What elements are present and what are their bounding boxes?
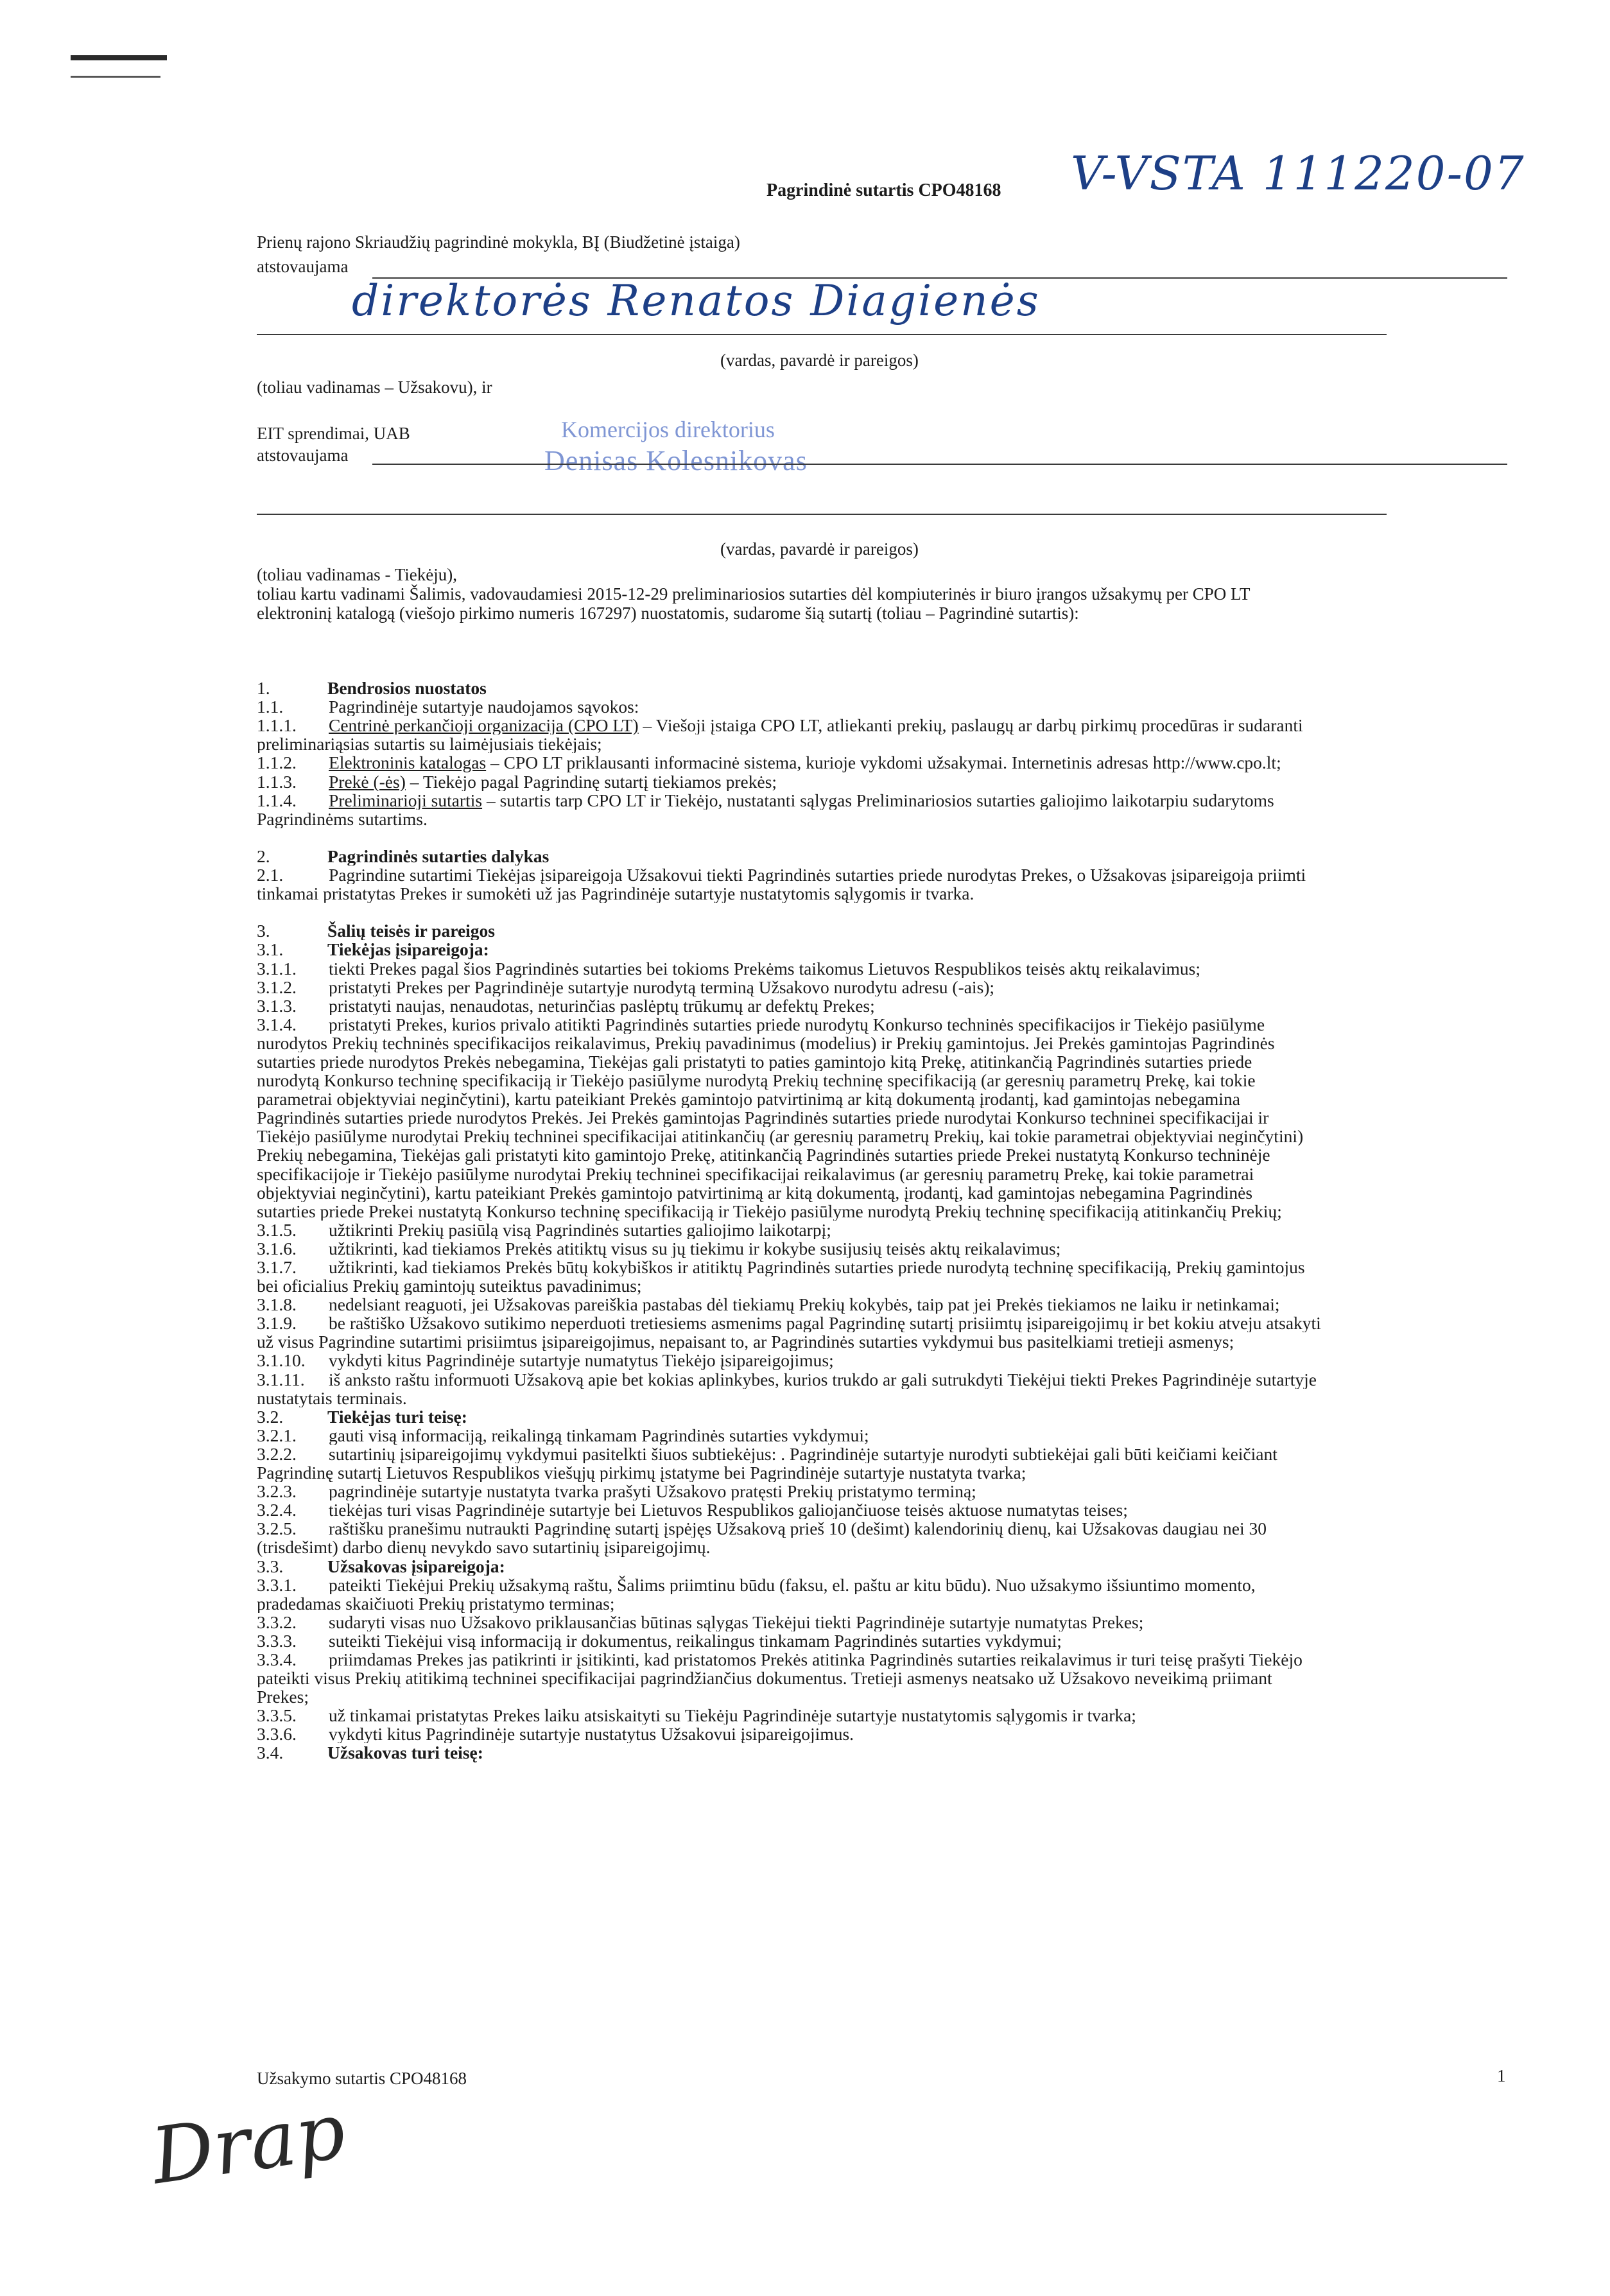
- clause-text: Pagrindinės sutarties dalykas: [327, 846, 550, 866]
- footer-label: Užsakymo sutartis CPO48168: [257, 2069, 467, 2088]
- supplier-name-caption: (vardas, pavardė ir pareigos): [720, 539, 919, 559]
- clause-text: sutartinių įsipareigojimų vykdymui pasitelkti šiuos subtiekėjus: . Pagrindinėje sutartyje nurodyti subtiekėjai gali būti keičiami keičiant: [329, 1444, 1277, 1464]
- clause-text: Pagrindinės sutarties priede nurodytos Prekės. Jei Prekės gamintojas Pagrindinės sutarties priede nurodytai Konkurso techninei specifikacijai ir: [257, 1108, 1269, 1127]
- page-number: 1: [1497, 2066, 1506, 2085]
- blank-line: [257, 903, 1476, 921]
- clause-text: nurodytą Konkurso techninę specifikaciją ir Tiekėjo pasiūlyme nurodytą Prekių techninę specifikaciją (ar geresnių parametrų Prekę, kai tokie: [257, 1071, 1256, 1090]
- section-heading: [257, 921, 1476, 940]
- contract-clause-line: [257, 753, 1476, 772]
- contract-clause-line: [257, 1276, 1476, 1295]
- clause-text: Prekių nebegamina, Tiekėjas gali pristatyti kito gamintojo Prekę, atitinkančią Pagrindinės sutarties priede Prekei nustatytą Konkurso techninėje: [257, 1145, 1270, 1165]
- clause-text: užtikrinti Prekių pasiūlą visą Pagrindinės sutarties galiojimo laikotarpį;: [329, 1220, 831, 1239]
- clause-text: Prekes;: [257, 1687, 309, 1707]
- contract-clause-line: [257, 1725, 1476, 1743]
- clause-text: tiekėjas turi visas Pagrindinėje sutartyje bei Lietuvos Respublikos galiojančiuose teisės aktuose numatytas teises;: [329, 1500, 1128, 1520]
- clause-text: vykdyti kitus Pagrindinėje sutartyje numatytus Tiekėjo įsipareigojimus;: [329, 1351, 834, 1370]
- clause-text: Bendrosios nuostatos: [327, 679, 487, 698]
- contract-clause-line: [257, 1015, 1476, 1034]
- clause-text: už tinkamai pristatytas Prekes laiku atsiskaityti su Tiekėju Pagrindinėje sutartyje nustatytomis sąlygomis ir tvarka;: [329, 1706, 1136, 1725]
- clause-number: 3.1.9.: [257, 1314, 297, 1333]
- clause-text: parametrai objektyviai neginčytini), kartu pateikiant Prekės gamintojo patvirtinimą ar kitą dokumentą įrodantį, kad gamintojas nebegamina: [257, 1090, 1240, 1109]
- clause-text: Užsakovas įsipareigoja:: [327, 1556, 505, 1576]
- clause-text: Pagrindinėms sutartims.: [257, 809, 428, 828]
- contract-clause-line: [257, 1482, 1476, 1500]
- clause-number: 3.1.1.: [257, 959, 297, 978]
- clause-text: – Viešoji įstaiga CPO LT, atliekanti prekių, paslaugų ar darbų pirkimų procedūras ir sudaranti: [638, 716, 1303, 735]
- customer-represented-label: atstovaujama: [257, 257, 349, 276]
- clause-text: Tiekėjas turi teisę:: [327, 1407, 467, 1426]
- clause-number: 3.2.2.: [257, 1444, 297, 1464]
- contract-clause-line: [257, 1519, 1476, 1538]
- clause-text: raštišku pranešimu nutraukti Pagrindinę sutartį įspėjęs Užsakovą prieš 10 (dešimt) kalendorinių dienų, kai Užsakovas daugiau nei 30: [329, 1519, 1267, 1538]
- contract-clause-line: [257, 1239, 1476, 1258]
- clause-number: 3.3.: [257, 1556, 284, 1576]
- section-heading: [257, 1407, 1476, 1426]
- contract-clause-line: [257, 1202, 1476, 1221]
- defined-term: Centrinė perkančioji organizacija (CPO LT): [329, 716, 639, 735]
- contract-clause-line: [257, 1706, 1476, 1725]
- supplier-hereinafter: (toliau vadinamas - Tiekėju),: [257, 565, 457, 584]
- contract-clause-line: [257, 1576, 1476, 1594]
- customer-representative-line-2: [257, 334, 1387, 335]
- defined-term: Prekė (-ės): [329, 772, 406, 791]
- contract-clause-line: [257, 1332, 1476, 1351]
- clause-text: be raštiško Užsakovo sutikimo neperduoti tretiesiems asmenims pagal Pagrindinę sutartį prisiimtų įsipareigojimų ir bet kokiu atveju atsakyti: [329, 1314, 1321, 1333]
- clause-number: 1.: [257, 679, 270, 698]
- contract-clause-line: [257, 1687, 1476, 1706]
- intro-line: toliau kartu vadinami Šalimis, vadovaudamiesi 2015-12-29 preliminariosios sutarties dėl kompiuterinės ir biuro įrangos užsakymų per CPO LT: [257, 584, 1251, 604]
- clause-number: 3.3.5.: [257, 1706, 297, 1725]
- section-heading: [257, 1557, 1476, 1576]
- scan-mark: [71, 55, 167, 60]
- clause-number: 3.2.4.: [257, 1500, 297, 1520]
- clause-text: Pagrindinėje sutartyje naudojamos sąvokos:: [329, 697, 639, 717]
- clause-number: 1.1.1.: [257, 716, 297, 735]
- customer-hereinafter: (toliau vadinamas – Užsakovu), ir: [257, 378, 492, 397]
- clause-text: specifikacijoje ir Tiekėjo pasiūlyme nurodytai Prekių techninei specifikacijai reikalavimus (ar geresnių parametrų Prekę, kai tokie parametrai: [257, 1164, 1254, 1183]
- clause-number: 3.1.2.: [257, 977, 297, 996]
- clause-text: Užsakovas turi teisę:: [327, 1743, 483, 1762]
- contract-clause-line: [257, 791, 1476, 810]
- contract-clause-line: [257, 716, 1476, 735]
- clause-text: Tiekėjas įsipareigoja:: [327, 940, 489, 959]
- contract-clause-line: [257, 735, 1476, 753]
- customer-name-caption: (vardas, pavardė ir pareigos): [720, 351, 919, 370]
- contract-clause-line: [257, 1389, 1476, 1407]
- blank-line: [257, 660, 1476, 679]
- clause-number: 3.1.4.: [257, 1014, 297, 1034]
- clause-text: tinkamai pristatytas Prekes ir sumokėti už jas Pagrindinėje sutartyje nustatytomis sąlygomis ir tvarka.: [257, 884, 974, 903]
- contract-clause-line: [257, 1052, 1476, 1071]
- clause-text: sutarties priede nurodytos Prekės nebegamina, Tiekėjas gali pristatyti to paties gamintojo kitą Prekę, atitinkančią Pagrindinės sutarties priede: [257, 1052, 1252, 1072]
- contract-clause-line: [257, 978, 1476, 996]
- clause-text: sudaryti visas nuo Užsakovo priklausančias būtinas sąlygas Tiekėjui tiekti Pagrindinėje sutartyje numatytas Prekes;: [329, 1612, 1144, 1631]
- section-heading: [257, 940, 1476, 959]
- contract-clause-line: [257, 1463, 1476, 1482]
- contract-clause-line: [257, 884, 1476, 903]
- clause-text: nustatytais terminais.: [257, 1388, 407, 1407]
- scan-mark: [71, 76, 160, 78]
- clause-text: sutarties priede Prekei nustatytą Konkurso techninę specifikaciją ir Tiekėjo pasiūlyme nurodytą Prekių techninę specifikaciją atitinkančių Prekių;: [257, 1201, 1282, 1221]
- clause-text: nedelsiant reaguoti, jei Užsakovas pareiškia pastabas dėl tiekiamų Prekių kokybės, taip pat jei Prekės tiekiamos ne laiku ir netinkamai;: [329, 1295, 1280, 1314]
- contract-clause-line: [257, 1351, 1476, 1370]
- clause-text: priimdamas Prekes jas patikrinti ir įsitikinti, kad pristatomos Prekės atitinka Pagrindinės sutarties reikalavimus ir turi teisę prašyti Tiekėjo: [329, 1649, 1303, 1669]
- customer-representative-handwriting: direktorės Renatos Diagienės: [352, 276, 1041, 326]
- section-heading: [257, 1743, 1476, 1762]
- clause-number: 2.: [257, 846, 270, 866]
- clause-text: objektyviai neginčytini), kartu pateikiant Prekės gamintojo patvirtinimą ar kitą dokumentą, įrodantį, kad gamintojas nebegamina Pagrindinės: [257, 1183, 1253, 1202]
- supplier-name: EIT sprendimai, UAB: [257, 424, 410, 443]
- clause-text: pagrindinėje sutartyje nustatyta tvarka prašyti Užsakovo pratęsti Prekių pristatymo terminą;: [329, 1482, 976, 1501]
- clause-number: 3.3.3.: [257, 1631, 297, 1650]
- clause-text: pateikti visus Prekių atitikimą techninei specifikacijai pagrindžiančius dokumentus. Tretieji asmenys neatsako už Užsakovo neveikimą priimant: [257, 1669, 1272, 1688]
- clause-text: tiekti Prekes pagal šios Pagrindinės sutarties bei tokioms Prekėms taikomus Lietuvos Respublikos teisės aktų reikalavimus;: [329, 959, 1201, 978]
- contract-clause-line: [257, 959, 1476, 978]
- blank-line: [257, 828, 1476, 847]
- supplier-stamp-title: Komercijos direktorius: [561, 417, 775, 442]
- clause-number: 3.2.5.: [257, 1519, 297, 1538]
- supplier-representative-line-2: [257, 514, 1387, 515]
- section-heading: [257, 847, 1476, 865]
- clause-text: Šalių teisės ir pareigos: [327, 921, 496, 941]
- clause-number: 3.3.4.: [257, 1649, 297, 1669]
- contract-body: [257, 660, 1476, 1762]
- clause-number: 3.1.3.: [257, 996, 297, 1015]
- clause-number: 3.1.10.: [257, 1351, 306, 1370]
- contract-clause-line: [257, 1500, 1476, 1519]
- contract-clause-line: [257, 1314, 1476, 1332]
- clause-number: 3.: [257, 921, 270, 941]
- clause-text: už visus Pagrindine sutartimi prisiimtus įsipareigojimus, nepaisant to, ar Pagrindinės sutarties vykdymui bus pasitelkiami tretieji asmenys;: [257, 1332, 1234, 1352]
- clause-number: 3.3.6.: [257, 1725, 297, 1744]
- contract-clause-line: [257, 1108, 1476, 1127]
- contract-clause-line: [257, 996, 1476, 1015]
- signature: Drap: [146, 2086, 351, 2202]
- contract-clause-line: [257, 1295, 1476, 1314]
- customer-name: Prienų rajono Skriaudžių pagrindinė mokykla, BĮ (Biudžetinė įstaiga): [257, 232, 740, 252]
- defined-term: Elektroninis katalogas: [329, 753, 487, 772]
- contract-clause-line: [257, 772, 1476, 791]
- supplier-representative-line: [372, 464, 1507, 465]
- intro-line: elektroninį katalogą (viešojo pirkimo numeris 167297) nuostatomis, sudarome šią sutartį (toliau – Pagrindinė sutartis):: [257, 604, 1079, 623]
- clause-number: 3.1.5.: [257, 1220, 297, 1239]
- clause-text: pradedamas skaičiuoti Prekių pristatymo terminas;: [257, 1594, 615, 1613]
- clause-text: pristatyti naujas, nenaudotas, neturinčias paslėptų trūkumų ar defektų Prekes;: [329, 996, 875, 1015]
- clause-text: gauti visą informaciją, reikalingą tinkamam Pagrindinės sutarties vykdymui;: [329, 1425, 869, 1445]
- clause-number: 3.4.: [257, 1743, 284, 1762]
- clause-number: 3.1.8.: [257, 1295, 297, 1314]
- contract-clause-line: [257, 1538, 1476, 1556]
- clause-text: Pagrindinę sutartį Lietuvos Respublikos viešųjų pirkimų įstatyme bei Pagrindinėje sutartyje nustatyta tvarka;: [257, 1463, 1026, 1483]
- clause-text: pristatyti Prekes per Pagrindinėje sutartyje nurodytą terminą Užsakovo nurodytu adresu (-ais);: [329, 977, 995, 996]
- clause-text: pristatyti Prekes, kurios privalo atitikti Pagrindinės sutarties priede nurodytų Konkurso techninės specifikacijos ir Tiekėjo pasiūlyme: [329, 1014, 1265, 1034]
- clause-number: 1.1.: [257, 697, 284, 717]
- clause-number: 1.1.4.: [257, 790, 297, 810]
- supplier-represented-label: atstovaujama: [257, 446, 349, 465]
- clause-text: nurodytos Prekių techninės specifikacijos reikalavimus, Prekių pavadinimus (modelius) ir Prekių gamintojus. Jei Prekės gamintojas Pagrindinės: [257, 1033, 1275, 1052]
- contract-clause-line: [257, 1258, 1476, 1276]
- handwritten-reference: V-VSTA 111220-07: [1071, 146, 1525, 200]
- contract-clause-line: [257, 1426, 1476, 1445]
- clause-text: vykdyti kitus Pagrindinėje sutartyje nustatytus Užsakovui įsipareigojimus.: [329, 1725, 854, 1744]
- contract-clause-line: [257, 1127, 1476, 1145]
- clause-number: 3.1.: [257, 940, 284, 959]
- clause-text: bei oficialius Prekių gamintojų suteiktus pavadinimus;: [257, 1276, 642, 1296]
- clause-text: Tiekėjo pasiūlyme nurodytai Prekių techninei specifikacijai atitinkančių (ar geresnių parametrų Prekių, kai tokie parametrai objektyviai neginčytini): [257, 1127, 1304, 1146]
- clause-text: pateikti Tiekėjui Prekių užsakymą raštu, Šalims priimtinu būdu (faksu, el. paštu ar kitu būdu). Nuo užsakymo išsiuntimo momento,: [329, 1575, 1256, 1594]
- contract-clause-line: [257, 1034, 1476, 1052]
- clause-text: suteikti Tiekėjui visą informaciją ir dokumentus, reikalingus tinkamam Pagrindinės sutarties vykdymui;: [329, 1631, 1062, 1650]
- clause-number: 3.2.: [257, 1407, 284, 1426]
- contract-clause-line: [257, 1631, 1476, 1650]
- clause-number: 2.1.: [257, 865, 284, 885]
- clause-number: 3.1.11.: [257, 1370, 305, 1389]
- contract-clause-line: [257, 1221, 1476, 1239]
- contract-clause-line: [257, 1594, 1476, 1613]
- clause-text: preliminariąsias sutartis su laimėjusiais tiekėjais;: [257, 735, 602, 754]
- contract-clause-line: [257, 1370, 1476, 1389]
- clause-number: 3.3.2.: [257, 1612, 297, 1631]
- clause-text: – sutartis tarp CPO LT ir Tiekėjo, nustatanti sąlygas Preliminariosios sutarties galiojimo laikotarpiu sudarytoms: [482, 790, 1274, 810]
- contract-clause-line: [257, 697, 1476, 716]
- clause-number: 3.2.3.: [257, 1482, 297, 1501]
- clause-text: užtikrinti, kad tiekiamos Prekės būtų kokybiškos ir atitiktų Pagrindinės sutarties priede nurodytą techninę specifikaciją, Prekių gamintojus: [329, 1258, 1305, 1277]
- clause-text: Pagrindine sutartimi Tiekėjas įsipareigoja Užsakovui tiekti Pagrindinės sutarties priede nurodytas Prekes, o Užsakovas įsipareigoja priimti: [329, 865, 1306, 885]
- clause-number: 1.1.2.: [257, 753, 297, 772]
- contract-clause-line: [257, 810, 1476, 828]
- section-heading: [257, 679, 1476, 697]
- clause-text: užtikrinti, kad tiekiamos Prekės atitiktų visus su jų tiekimu ir kokybe susijusių teisės aktų reikalavimus;: [329, 1239, 1061, 1258]
- clause-number: 3.3.1.: [257, 1575, 297, 1594]
- clause-text: – Tiekėjo pagal Pagrindinę sutartį tiekiamos prekės;: [405, 772, 777, 791]
- contract-clause-line: [257, 1165, 1476, 1183]
- contract-clause-line: [257, 1090, 1476, 1108]
- clause-number: 3.1.7.: [257, 1258, 297, 1277]
- contract-clause-line: [257, 1145, 1476, 1164]
- clause-number: 1.1.3.: [257, 772, 297, 791]
- clause-number: 3.1.6.: [257, 1239, 297, 1258]
- contract-clause-line: [257, 1650, 1476, 1669]
- contract-clause-line: [257, 1445, 1476, 1463]
- clause-text: (trisdešimt) darbo dienų nevykdo savo sutartinių įsipareigojimų.: [257, 1538, 711, 1557]
- clause-text: iš anksto raštu informuoti Užsakovą apie bet kokias aplinkybes, kurios trukdo ar gali sutrukdyti Tiekėjui tiekti Prekes Pagrindinėje sutartyje: [329, 1370, 1317, 1389]
- contract-title: Pagrindinė sutartis CPO48168: [766, 180, 1001, 200]
- contract-clause-line: [257, 1071, 1476, 1090]
- contract-clause-line: [257, 1183, 1476, 1202]
- contract-clause-line: [257, 1613, 1476, 1631]
- clause-text: – CPO LT priklausanti informacinė sistema, kurioje vykdomi užsakymai. Internetinis adresas http://www.cpo.lt;: [486, 753, 1281, 772]
- contract-clause-line: [257, 1669, 1476, 1687]
- defined-term: Preliminarioji sutartis: [329, 790, 483, 810]
- supplier-stamp-name: Denisas Kolesnikovas: [544, 445, 808, 476]
- contract-clause-line: [257, 865, 1476, 884]
- clause-number: 3.2.1.: [257, 1425, 297, 1445]
